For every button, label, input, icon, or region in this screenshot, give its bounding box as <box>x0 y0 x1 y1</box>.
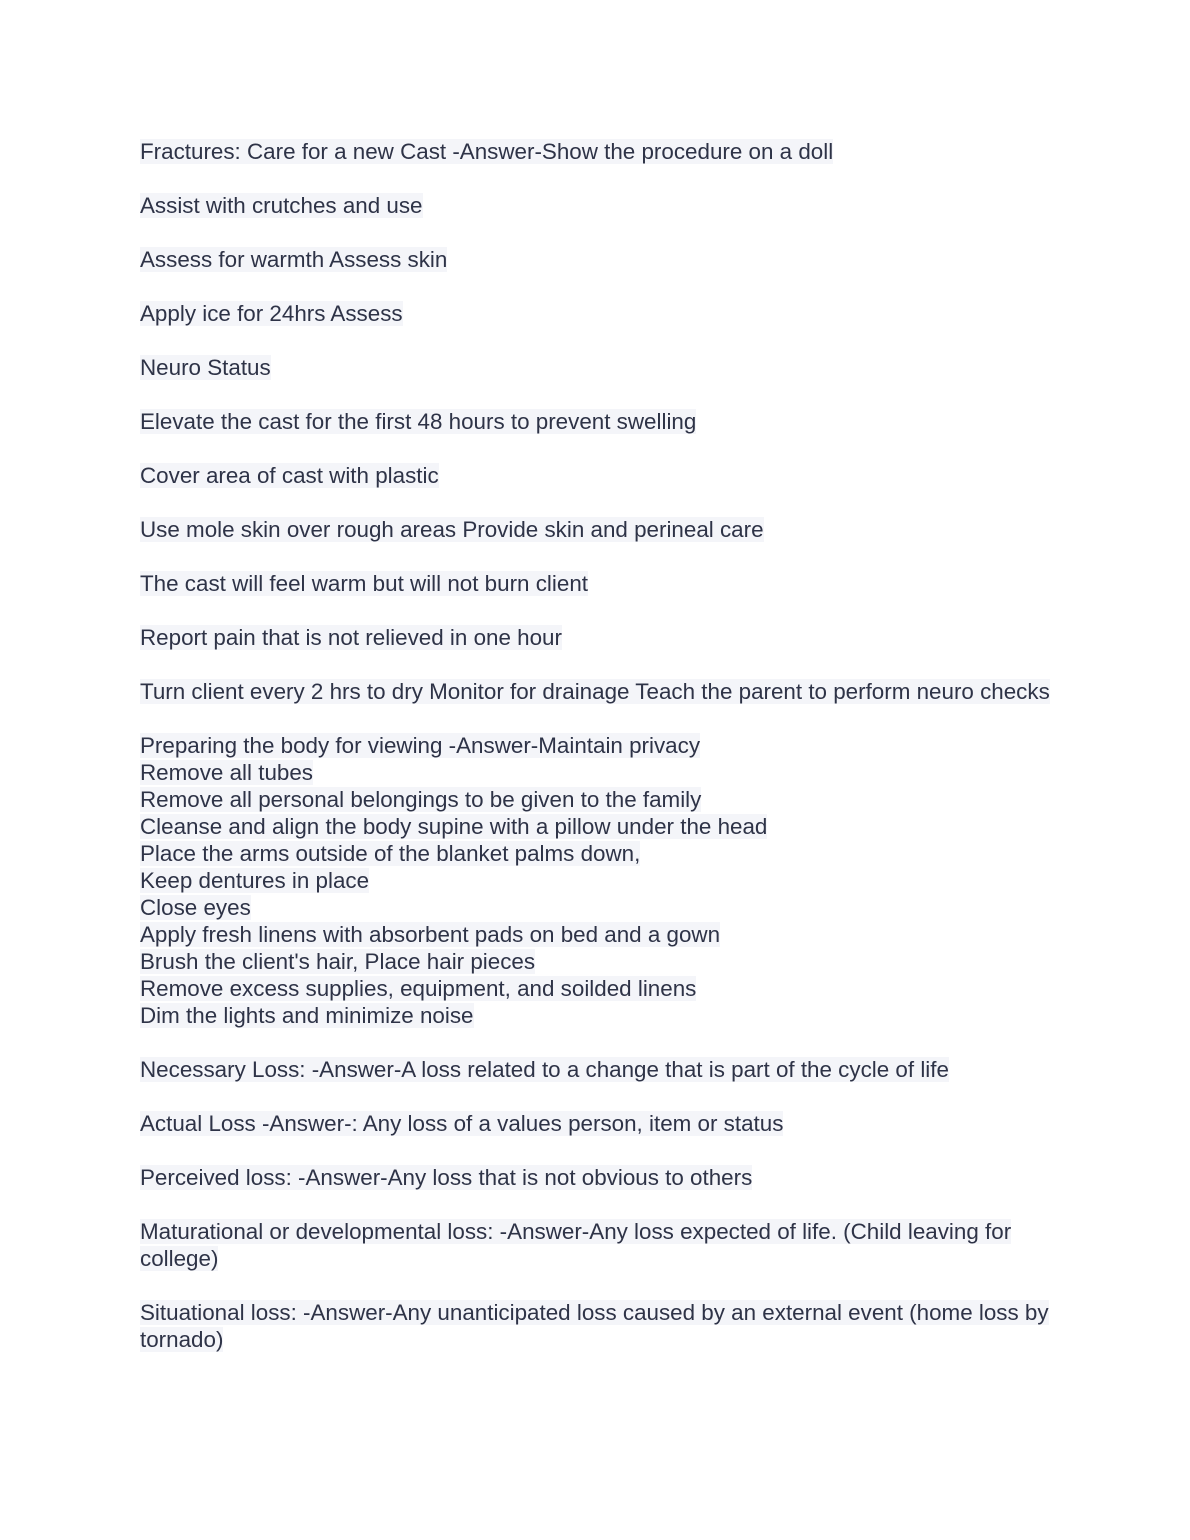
fracture-step: Report pain that is not relieved in one hour <box>140 625 562 650</box>
document-page <box>140 138 1060 1380</box>
list-item: Preparing the body for viewing -Answer-Maintain privacy <box>140 733 701 758</box>
fracture-step: Use mole skin over rough areas Provide skin and perineal care <box>140 517 764 542</box>
fracture-step: Elevate the cast for the first 48 hours to prevent swelling <box>140 409 697 434</box>
fracture-step: Turn client every 2 hrs to dry Monitor for drainage Teach the parent to perform neuro checks <box>140 679 1050 704</box>
list-item: Dim the lights and minimize noise <box>140 1003 474 1028</box>
list-item: Keep dentures in place <box>140 868 370 893</box>
list-item: Remove all personal belongings to be given to the family <box>140 787 702 812</box>
fracture-step: Assist with crutches and use <box>140 193 423 218</box>
fracture-step: Apply ice for 24hrs Assess <box>140 301 403 326</box>
fracture-step: Neuro Status <box>140 355 271 380</box>
list-item: Apply fresh linens with absorbent pads on bed and a gown <box>140 922 721 947</box>
loss-definition: Perceived loss: -Answer-Any loss that is not obvious to others <box>140 1165 753 1190</box>
loss-definition: Situational loss: -Answer-Any unanticipated loss caused by an external event (home loss by tornado) <box>140 1300 1049 1352</box>
fracture-step: Assess for warmth Assess skin <box>140 247 448 272</box>
list-item: Brush the client's hair, Place hair pieces <box>140 949 536 974</box>
list-item: Remove excess supplies, equipment, and soilded linens <box>140 976 697 1001</box>
list-item: Place the arms outside of the blanket palms down, <box>140 841 641 866</box>
list-item: Remove all tubes <box>140 760 313 785</box>
list-item: Cleanse and align the body supine with a pillow under the head <box>140 814 768 839</box>
list-item: Close eyes <box>140 895 251 920</box>
loss-definition: Maturational or developmental loss: -Answer-Any loss expected of life. (Child leaving for college) <box>140 1219 1012 1271</box>
fracture-step: Cover area of cast with plastic <box>140 463 439 488</box>
fracture-heading: Fractures: Care for a new Cast -Answer-Show the procedure on a doll <box>140 139 834 164</box>
loss-definition: Actual Loss -Answer-: Any loss of a values person, item or status <box>140 1111 784 1136</box>
body-prep-list <box>140 732 1060 1029</box>
fracture-step: The cast will feel warm but will not burn client <box>140 571 588 596</box>
loss-definition: Necessary Loss: -Answer-A loss related to a change that is part of the cycle of life <box>140 1057 949 1082</box>
